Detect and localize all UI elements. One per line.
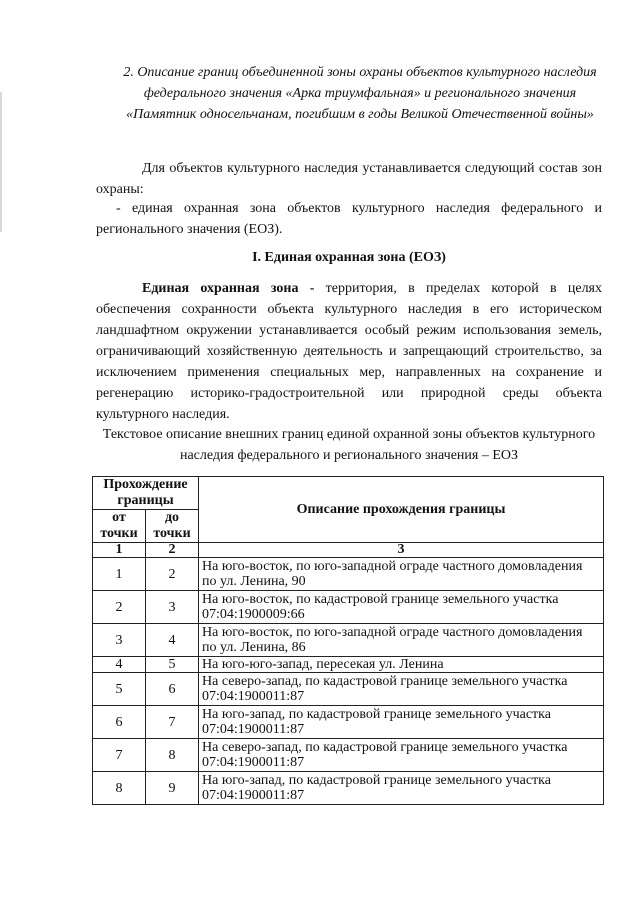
intro-paragraph-1: Для объектов культурного наследия устанавливается следующий состав зон охраны: bbox=[96, 161, 602, 197]
boundary-description: На юго-восток, по кадастровой границе земельного участка 07:04:1900009:66 bbox=[199, 591, 604, 624]
from-point: 5 bbox=[93, 673, 146, 706]
table-row bbox=[93, 772, 604, 805]
from-point: 2 bbox=[93, 591, 146, 624]
definition-term: Единая охранная зона - bbox=[142, 281, 315, 296]
scan-margin-mark bbox=[0, 92, 2, 232]
boundary-description: На юго-восток, по юго-западной ограде частного домовладения по ул. Ленина, 86 bbox=[199, 624, 604, 657]
to-point: 4 bbox=[146, 624, 199, 657]
to-point: 6 bbox=[146, 673, 199, 706]
from-point: 3 bbox=[93, 624, 146, 657]
to-point: 5 bbox=[146, 657, 199, 673]
boundary-description: На северо-запад, по кадастровой границе земельного участка 07:04:1900011:87 bbox=[199, 673, 604, 706]
to-point: 8 bbox=[146, 739, 199, 772]
table-row bbox=[93, 673, 604, 706]
from-point: 7 bbox=[93, 739, 146, 772]
to-point: 2 bbox=[146, 558, 199, 591]
to-point: 3 bbox=[146, 591, 199, 624]
table-row bbox=[93, 558, 604, 591]
boundary-description: На юго-восток, по юго-западной ограде частного домовладения по ул. Ленина, 90 bbox=[199, 558, 604, 591]
header-group: Прохождение границы bbox=[93, 477, 199, 510]
from-point: 4 bbox=[93, 657, 146, 673]
from-point: 8 bbox=[93, 772, 146, 805]
header-from: от точки bbox=[93, 510, 146, 543]
boundary-description: На юго-юго-запад, пересекая ул. Ленина bbox=[199, 657, 604, 673]
boundary-description: На северо-запад, по кадастровой границе земельного участка 07:04:1900011:87 bbox=[199, 739, 604, 772]
column-number: 1 bbox=[93, 543, 146, 558]
section-heading: 2. Описание границ объединенной зоны охраны объектов культурного наследия федерального значения «Арка триумфальная» и регионального значения «Памятник односельчанам, погибшим в годы Великой Отечественной войны» bbox=[123, 65, 597, 122]
to-point: 9 bbox=[146, 772, 199, 805]
intro-paragraph-2: - единая охранная зона объектов культурного наследия федерального и регионального значения (ЕОЗ). bbox=[96, 201, 602, 237]
header-to: до точки bbox=[146, 510, 199, 543]
subsection-title: I. Единая охранная зона (ЕОЗ) bbox=[252, 250, 446, 265]
column-number: 2 bbox=[146, 543, 199, 558]
table-row bbox=[93, 591, 604, 624]
column-number: 3 bbox=[199, 543, 604, 558]
table-row bbox=[93, 706, 604, 739]
header-description: Описание прохождения границы bbox=[199, 477, 604, 543]
from-point: 6 bbox=[93, 706, 146, 739]
definition-text: территория, в пределах которой в целях обеспечения сохранности объекта культурного наследия в его историческом ландшафтном окружении устанавливается особый режим использования земель, ограничивающий хозяйственную деятельность и запрещающий строительство, за исключением применения специальных мер, направленных на сохранение и регенерацию историко-градостроительной или природной среды объекта культурного наследия. bbox=[96, 281, 603, 422]
table-row bbox=[93, 657, 604, 673]
from-point: 1 bbox=[93, 558, 146, 591]
boundary-description: На юго-запад, по кадастровой границе земельного участка 07:04:1900011:87 bbox=[199, 706, 604, 739]
definition-paragraph bbox=[96, 278, 602, 425]
table-row bbox=[93, 739, 604, 772]
boundary-description: На юго-запад, по кадастровой границе земельного участка 07:04:1900011:87 bbox=[199, 772, 604, 805]
table-row bbox=[93, 624, 604, 657]
boundary-table bbox=[92, 476, 604, 805]
table-caption: Текстовое описание внешних границ единой охранной зоны объектов культурного наследия федерального и регионального значения – ЕОЗ bbox=[102, 427, 596, 463]
to-point: 7 bbox=[146, 706, 199, 739]
